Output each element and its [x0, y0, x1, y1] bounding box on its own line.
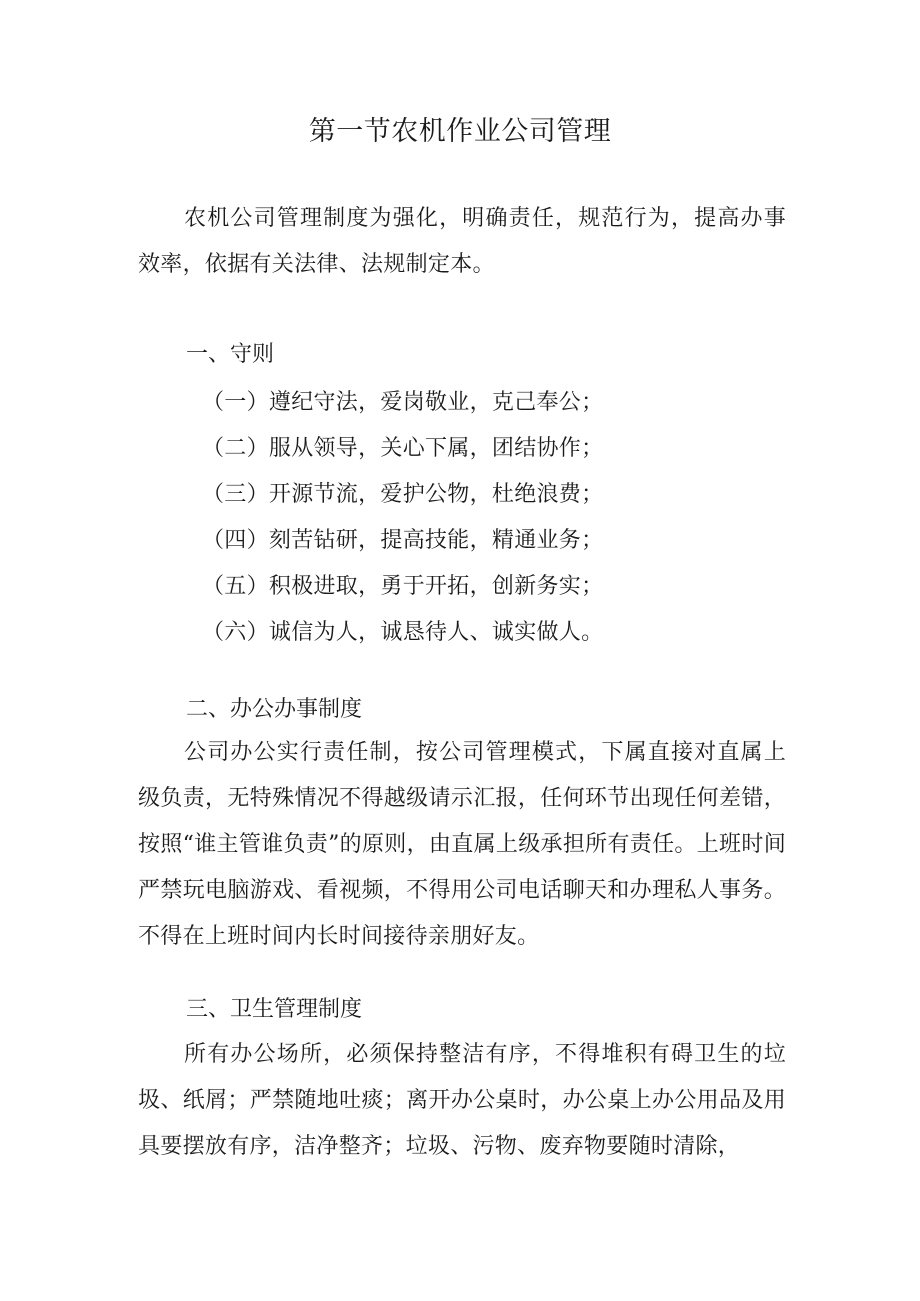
list-item: （一）遵纪守法，爱岗敬业，克己奉公； [202, 390, 604, 415]
section-heading-hygiene: 三、卫生管理制度 [186, 997, 363, 1022]
list-item: （三）开源节流，爱护公物，杜绝浪费； [202, 482, 604, 507]
section-heading-rules: 一、守则 [186, 342, 275, 367]
list-item: （六）诚信为人，诚恳待人、诚实做人。 [202, 620, 604, 645]
office-paragraph: 公司办公实行责任制，按公司管理模式，下属直接对直属上级负责，无特殊情况不得越级请示汇报，任何环节出现任何差错，按照“谁主管谁负责”的原则，由直属上级承担所有责任。上班时间严禁玩电脑游戏、看视频，不得用公司电话聊天和办理私人事务。不得在上班时间内长时间接待亲朋好友。 [138, 740, 786, 949]
hygiene-paragraph: 所有办公场所，必须保持整洁有序，不得堆积有碍卫生的垃圾、纸屑；严禁随地吐痰；离开办公桌时，办公桌上办公用品及用具要摆放有序，洁净整齐；垃圾、污物、废弃物要随时清除， [138, 1042, 786, 1159]
section-heading-office: 二、办公办事制度 [186, 697, 363, 722]
intro-paragraph: 农机公司管理制度为强化，明确责任，规范行为，提高办事效率，依据有关法律、法规制定本。 [138, 206, 786, 277]
list-item: （二）服从领导，关心下属，团结协作； [202, 436, 604, 461]
list-item: （五）积极进取，勇于开拓，创新务实； [202, 574, 604, 599]
list-item: （四）刻苦钻研，提高技能，精通业务； [202, 528, 604, 553]
rules-list [202, 380, 603, 656]
document-title: 第一节农机作业公司管理 [308, 116, 612, 147]
